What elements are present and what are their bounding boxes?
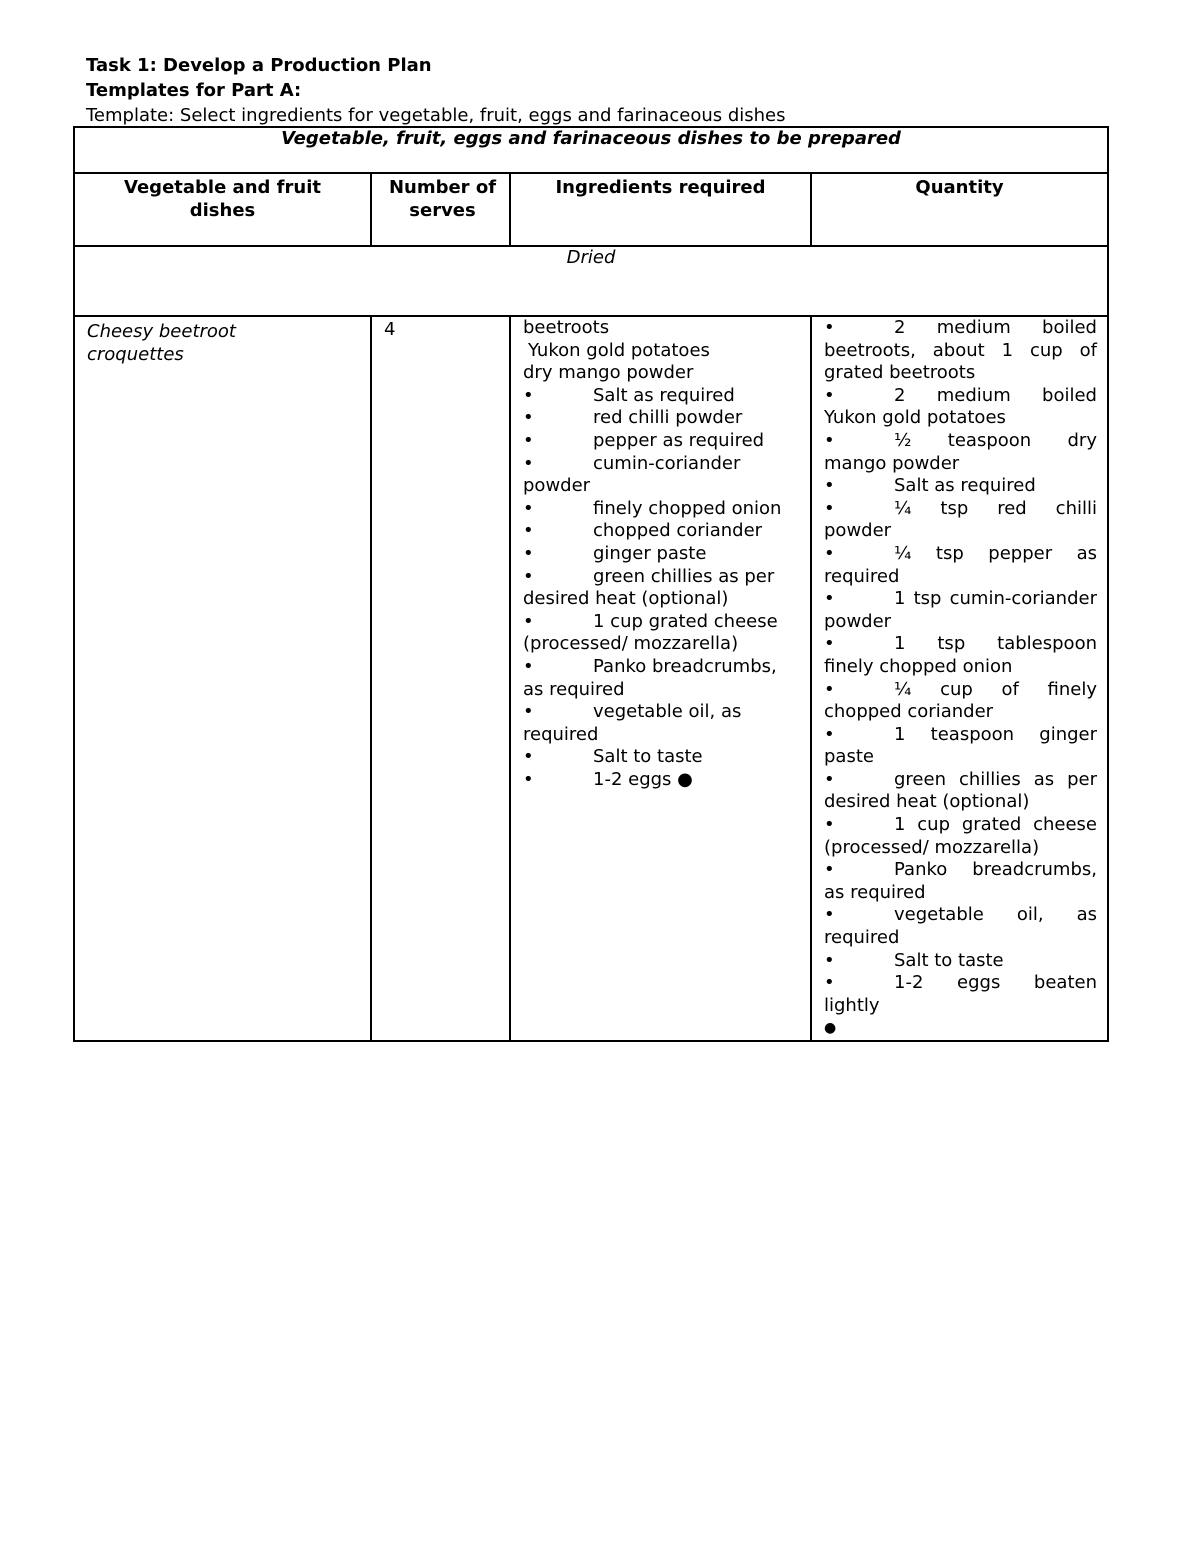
ingredient-item: Yukon gold potatoes — [528, 339, 710, 361]
ingredient-bullet-item — [523, 407, 802, 430]
ingredient-bullet-text: pepper as required — [593, 429, 765, 451]
ingredient-bullet-text: Salt to taste — [593, 746, 703, 768]
ingredient-bullet-item — [523, 385, 802, 408]
bullet-icon: • — [824, 723, 835, 745]
quantity-bullet-item — [824, 679, 1097, 724]
quantity-bullet-item — [824, 430, 1097, 475]
ingredient-bullet-text: chopped coriander — [593, 520, 763, 542]
table-header-row — [74, 173, 1108, 246]
ingredient-bullet-text: ginger paste — [593, 542, 707, 564]
quantity-bullet-item — [824, 814, 1097, 859]
bullet-icon: • — [523, 610, 534, 632]
bullet-icon: • — [824, 475, 835, 497]
ingredient-bullet-item — [523, 430, 802, 453]
bullet-icon: • — [523, 407, 534, 429]
quantity-bullet-item — [824, 588, 1097, 633]
bullet-icon: • — [523, 384, 534, 406]
column-header-ingredients: Ingredients required — [510, 173, 811, 246]
serves-count: 4 — [371, 316, 510, 1041]
quantity-bullet-list — [824, 317, 1097, 1017]
quantity-bullet-item — [824, 543, 1097, 588]
template-description: Template: Select ingredients for vegetable, fruit, eggs and farinaceous dishes — [86, 105, 786, 126]
ingredient-bullet-item — [523, 701, 802, 746]
ingredient-bullet-item — [523, 769, 802, 792]
ingredient-bullet-item — [523, 656, 802, 701]
quantity-bullet-text: ¼ cup of finely chopped coriander — [824, 678, 1097, 723]
quantity-bullet-item — [824, 385, 1097, 430]
bullet-icon: • — [824, 972, 835, 994]
quantity-bullet-item — [824, 633, 1097, 678]
ingredient-bullet-text: 1-2 eggs ● — [593, 768, 693, 790]
quantity-bullet-text: 2 medium boiled beetroots, about 1 cup of grated beetroots — [824, 317, 1097, 384]
ingredient-bullet-item — [523, 498, 802, 521]
bullet-icon: • — [824, 678, 835, 700]
quantity-bullet-item — [824, 859, 1097, 904]
quantity-bullet-text: ¼ tsp pepper as required — [824, 542, 1097, 587]
ingredient-bullet-list — [523, 385, 802, 792]
bullet-icon: • — [824, 859, 835, 881]
bullet-icon: • — [523, 701, 534, 723]
ingredient-bullet-item — [523, 453, 802, 498]
ingredient-bullet-text: red chilli powder — [593, 407, 743, 429]
ingredients-table — [73, 126, 1109, 1042]
quantity-bullet-item — [824, 972, 1097, 1017]
quantity-bullet-text: green chillies as per desired heat (optional) — [824, 768, 1097, 813]
quantity-bullet-item — [824, 475, 1097, 498]
quantity-bullet-item — [824, 317, 1097, 385]
ingredient-bullet-text: green chillies as per desired heat (optional) — [523, 565, 775, 610]
bullet-icon: • — [523, 746, 534, 768]
bullet-icon: • — [824, 429, 835, 451]
quantity-bullet-text: 1 tsp cumin-coriander powder — [824, 588, 1097, 632]
document-heading — [86, 53, 1106, 128]
quantity-bullet-item — [824, 769, 1097, 814]
section-label: Dried — [74, 246, 1108, 316]
column-header-dishes: Vegetable and fruit dishes — [74, 173, 371, 246]
quantity-bullet-text: Salt to taste — [894, 949, 1004, 971]
quantity-bullet-item — [824, 950, 1097, 973]
quantity-bullet-text: 1-2 eggs beaten lightly — [824, 972, 1097, 1016]
bullet-icon: • — [824, 949, 835, 971]
ingredient-bullet-item — [523, 746, 802, 769]
bullet-icon: • — [523, 768, 534, 790]
bullet-icon: • — [824, 588, 835, 610]
quantity-bullet-item — [824, 904, 1097, 949]
ingredients-cell — [510, 316, 811, 1041]
quantity-bullet-item — [824, 724, 1097, 769]
quantity-bullet-text: 1 tsp tablespoon finely chopped onion — [824, 633, 1097, 677]
bullet-icon: • — [824, 384, 835, 406]
bullet-icon: • — [824, 542, 835, 564]
bullet-icon: • — [824, 497, 835, 519]
column-header-quantity: Quantity — [811, 173, 1108, 246]
quantity-bullet-item — [824, 498, 1097, 543]
ingredient-bullet-text: finely chopped onion — [593, 497, 782, 519]
bullet-icon: • — [523, 565, 534, 587]
ingredient-bullet-text: Salt as required — [593, 384, 735, 406]
quantity-bullet-text: vegetable oil, as required — [824, 904, 1097, 949]
ingredient-bullet-text: cumin-coriander powder — [523, 452, 741, 497]
quantity-bullet-text: Panko breadcrumbs, as required — [824, 859, 1097, 903]
ingredient-bullet-item — [523, 543, 802, 566]
quantity-bullet-text: ½ teaspoon dry mango powder — [824, 429, 1097, 474]
quantity-bullet-text: ¼ tsp red chilli powder — [824, 497, 1097, 542]
table-row — [74, 316, 1108, 1041]
quantity-cell — [811, 316, 1108, 1041]
bullet-icon: • — [824, 814, 835, 836]
quantity-bullet-text: Salt as required — [894, 475, 1036, 497]
end-dot: ● — [824, 1020, 837, 1037]
bullet-icon: • — [523, 497, 534, 519]
quantity-bullet-text: 1 cup grated cheese (processed/ mozzarella) — [824, 814, 1097, 858]
dish-name: Cheesy beetroot croquettes — [74, 316, 371, 1041]
bullet-icon: • — [824, 904, 835, 926]
quantity-bullet-text: 2 medium boiled Yukon gold potatoes — [824, 384, 1097, 429]
ingredient-bullet-item — [523, 611, 802, 656]
ingredient-bullet-text: 1 cup grated cheese (processed/ mozzarella) — [523, 610, 778, 655]
task-title: Task 1: Develop a Production Plan — [86, 55, 432, 76]
bullet-icon: • — [523, 429, 534, 451]
bullet-icon: • — [523, 452, 534, 474]
column-header-serves: Number of serves — [371, 173, 510, 246]
bullet-icon: • — [824, 633, 835, 655]
ingredient-bullet-item — [523, 566, 802, 611]
ingredient-bullet-text: Panko breadcrumbs, as required — [523, 655, 777, 700]
table-title: Vegetable, fruit, eggs and farinaceous dishes to be prepared — [74, 127, 1108, 173]
ingredient-bullet-text: vegetable oil, as required — [523, 701, 742, 745]
quantity-bullet-text: 1 teaspoon ginger paste — [824, 723, 1097, 768]
ingredient-item: beetroots — [523, 317, 610, 338]
bullet-icon: • — [523, 542, 534, 564]
bullet-icon: • — [523, 655, 534, 677]
bullet-icon: • — [824, 317, 835, 338]
bullet-icon: • — [523, 520, 534, 542]
bullet-icon: • — [824, 768, 835, 790]
ingredient-item: dry mango powder — [523, 362, 694, 384]
ingredient-bullet-item — [523, 520, 802, 543]
templates-subtitle: Templates for Part A: — [86, 80, 302, 101]
